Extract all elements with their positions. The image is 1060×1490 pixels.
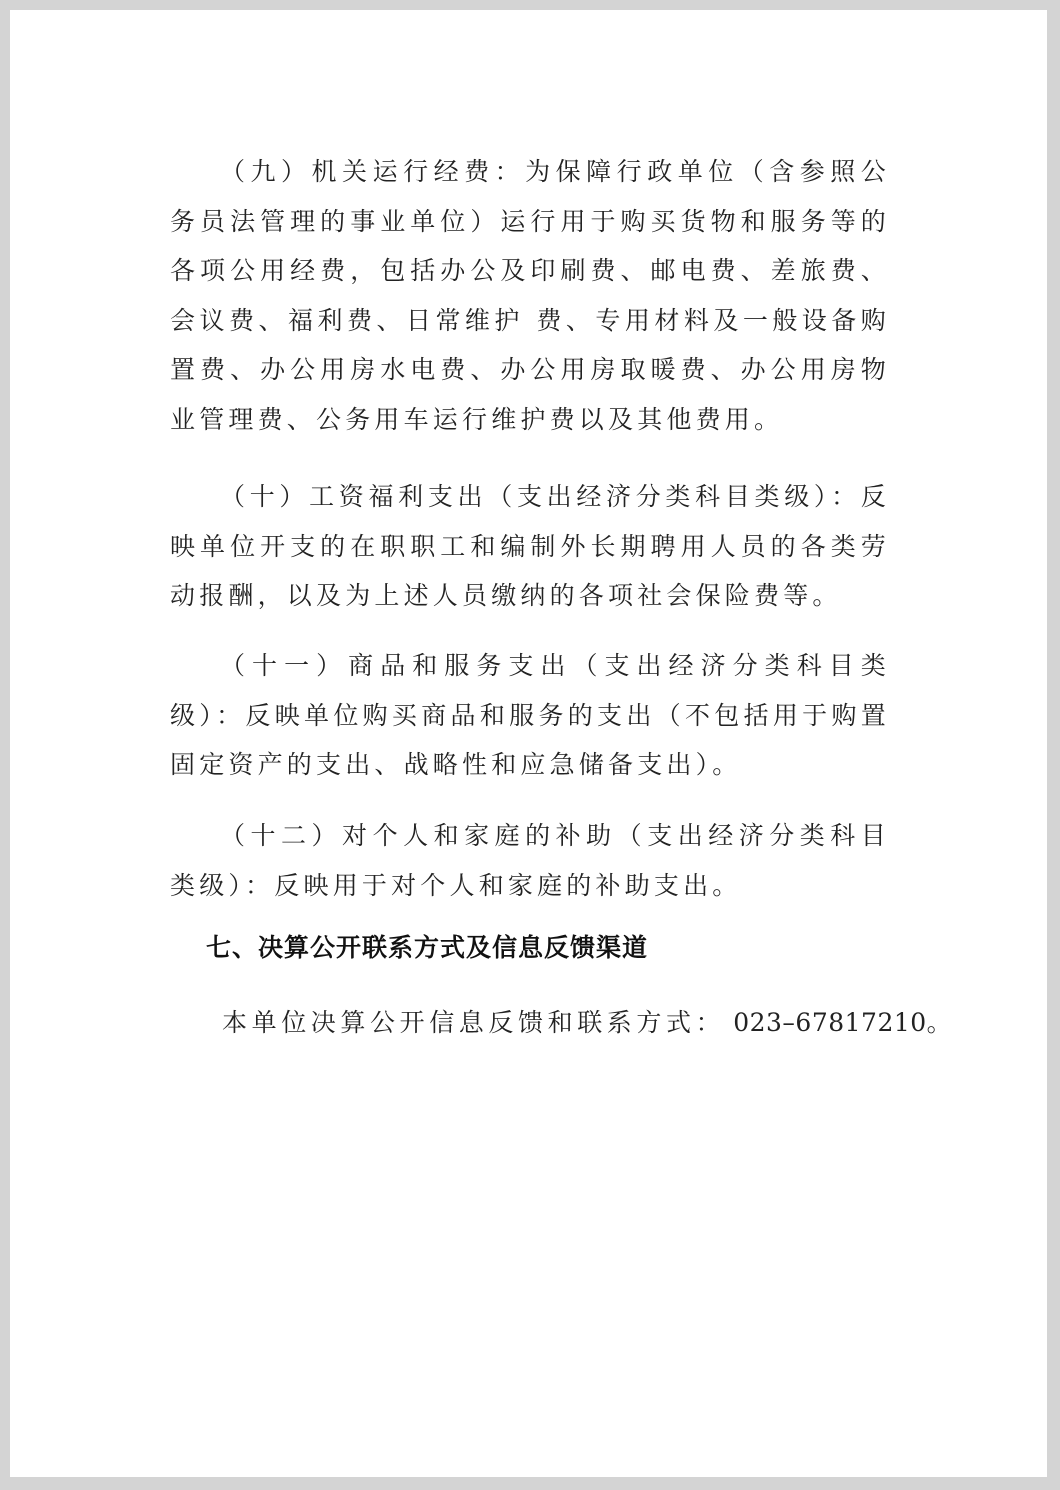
document-page — [10, 10, 1047, 1477]
paragraph-item-9: （九）机关运行经费：为保障行政单位（含参照公务员法管理的事业单位）运行用于购买货物和服务等的各项公用经费，包括办公及印刷费、邮电费、差旅费、会议费、福利费、日常维护 费、专用材料及一般设备购置费、办公用房水电费、办公用房取暖费、办公用房物业管理费、公务用车运行维护费以及其他费用。 — [170, 157, 890, 434]
paragraph-item-11: （十一）商品和服务支出（支出经济分类科目类级）：反映单位购买商品和服务的支出（不包括用于购置固定资产的支出、战略性和应急储备支出）。 — [170, 651, 890, 779]
section-heading: 七、决算公开联系方式及信息反馈渠道 — [206, 933, 649, 962]
contact-label: 本单位决算公开信息反馈和联系方式： — [222, 1008, 726, 1037]
paragraph-item-12: （十二）对个人和家庭的补助（支出经济分类科目类级）：反映用于对个人和家庭的补助支出。 — [170, 821, 890, 900]
contact-phone: 023–67817210。 — [733, 1008, 953, 1037]
contact-line — [222, 1003, 952, 1043]
paragraph-item-10: （十）工资福利支出（支出经济分类科目类级）：反映单位开支的在职职工和编制外长期聘用人员的各类劳动报酬，以及为上述人员缴纳的各项社会保险费等。 — [170, 482, 890, 610]
